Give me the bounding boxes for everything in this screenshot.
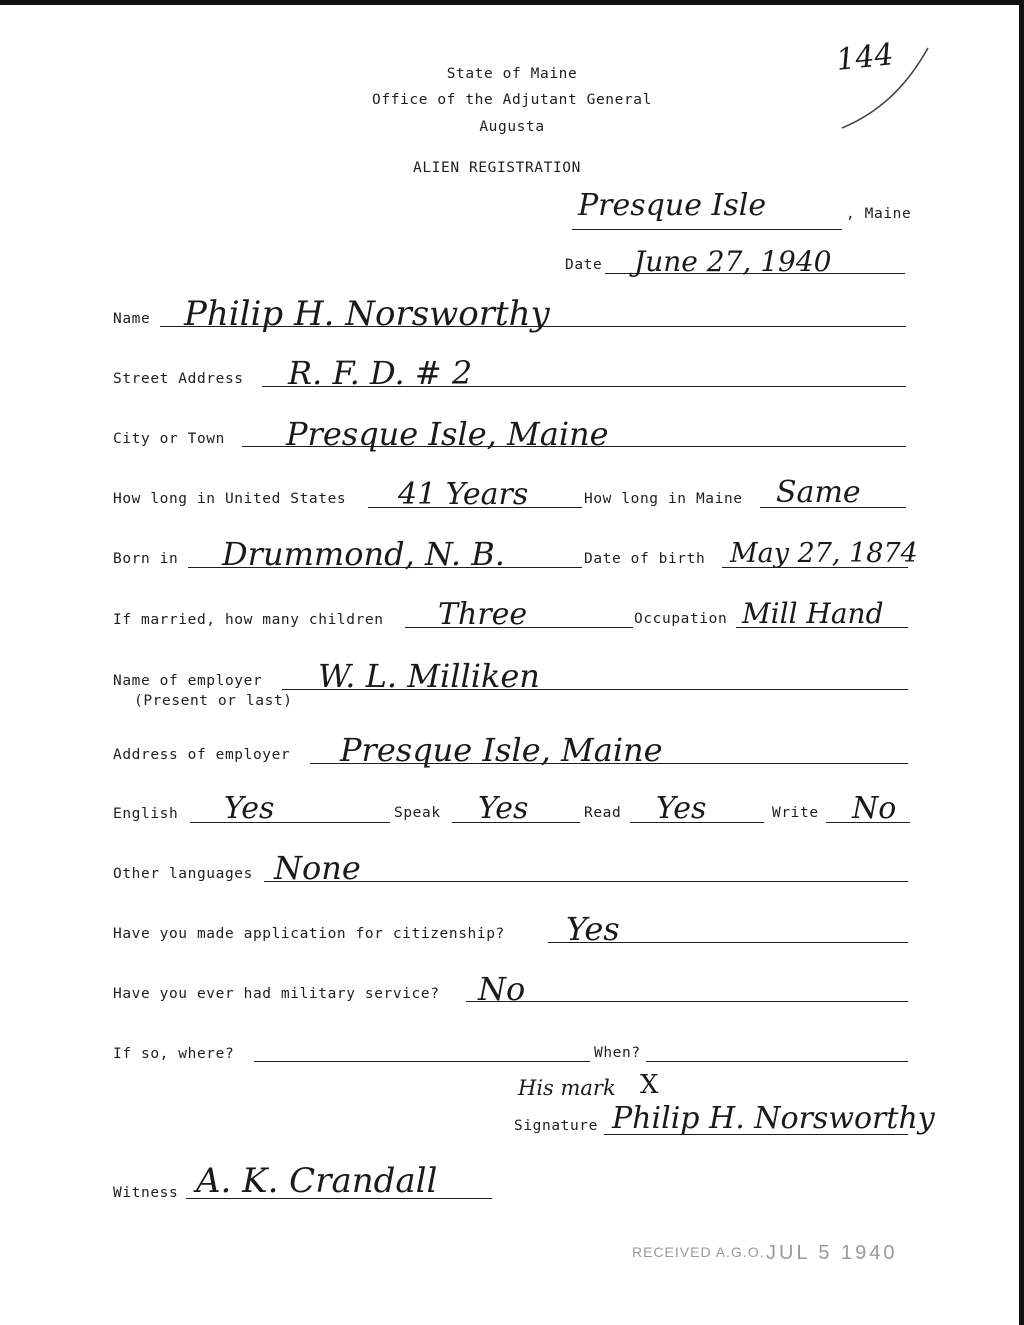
when-label: When? (594, 1045, 641, 1061)
how-long-maine-label: How long in Maine (584, 491, 743, 507)
read-label: Read (584, 805, 622, 821)
children-value: Three (438, 597, 528, 632)
employer-line (282, 689, 908, 690)
header-city: Augusta (479, 119, 545, 135)
citizenship-value: Yes (566, 910, 620, 948)
speak-value: Yes (478, 791, 529, 826)
dob-value: May 27, 1874 (730, 538, 918, 569)
english-line (190, 822, 390, 823)
city-line (242, 446, 906, 447)
military-label: Have you ever had military service? (113, 986, 440, 1002)
city-value: Presque Isle, Maine (286, 415, 609, 453)
english-value: Yes (224, 791, 275, 826)
speak-label: Speak (394, 805, 441, 821)
form-title: ALIEN REGISTRATION (413, 160, 581, 176)
employer-address-line (310, 763, 908, 764)
date-value: June 27, 1940 (634, 245, 832, 278)
name-value: Philip H. Norsworthy (184, 294, 550, 334)
how-long-us-value: 41 Years (398, 477, 529, 512)
born-in-value: Drummond, N. B. (222, 535, 505, 573)
employer-sublabel: (Present or last) (134, 693, 293, 709)
occupation-line (736, 627, 908, 628)
city-label: City or Town (113, 431, 225, 447)
date-line (605, 273, 905, 274)
witness-line (186, 1198, 492, 1199)
read-value: Yes (656, 791, 707, 826)
page-number: 144 (834, 37, 896, 78)
header-state: State of Maine (446, 66, 578, 82)
signature-value: Philip H. Norsworthy (612, 1101, 935, 1136)
where-line (254, 1061, 590, 1062)
english-label: English (113, 806, 179, 822)
signature-label: Signature (514, 1118, 598, 1134)
how-long-maine-line (760, 507, 906, 508)
street-line (262, 386, 906, 387)
employer-label: Name of employer (113, 673, 263, 689)
other-languages-label: Other languages (113, 866, 253, 882)
where-label: If so, where? (113, 1046, 235, 1062)
born-in-label: Born in (113, 551, 179, 567)
received-stamp-date: JUL 5 1940 (766, 1242, 898, 1264)
other-languages-line (264, 881, 908, 882)
name-label: Name (113, 311, 151, 327)
how-long-us-label: How long in United States (113, 491, 347, 507)
received-stamp-text: RECEIVED A.G.O. (632, 1244, 765, 1260)
dob-label: Date of birth (584, 551, 706, 567)
location-city: Presque Isle (578, 188, 767, 223)
write-label: Write (772, 805, 819, 821)
mark-x: X (640, 1070, 659, 1100)
how-long-us-line (368, 507, 582, 508)
witness-label: Witness (113, 1185, 179, 1201)
other-languages-value: None (274, 849, 361, 887)
write-line (826, 822, 910, 823)
employer-value: W. L. Milliken (318, 657, 540, 695)
street-value: R. F. D. # 2 (288, 354, 473, 392)
occupation-value: Mill Hand (742, 597, 884, 630)
employer-address-label: Address of employer (113, 747, 291, 763)
write-value: No (852, 791, 897, 826)
employer-address-value: Presque Isle, Maine (340, 731, 663, 769)
header-office: Office of the Adjutant General (372, 92, 652, 108)
occupation-label: Occupation (634, 611, 728, 627)
military-line (466, 1001, 908, 1002)
scan-edge-top (0, 0, 1024, 5)
read-line (630, 822, 764, 823)
speak-line (452, 822, 580, 823)
date-label: Date (565, 257, 603, 273)
mark-note: His mark (518, 1076, 616, 1100)
witness-value: A. K. Crandall (196, 1161, 438, 1201)
citizenship-label: Have you made application for citizenship? (113, 926, 505, 942)
military-value: No (478, 970, 526, 1008)
location-line (572, 229, 842, 230)
street-label: Street Address (113, 371, 244, 387)
dob-line (722, 567, 908, 568)
children-line (405, 627, 633, 628)
how-long-maine-value: Same (776, 475, 861, 510)
page-number-tick (830, 37, 940, 140)
signature-line (604, 1134, 908, 1135)
when-line (646, 1061, 908, 1062)
born-in-line (188, 567, 582, 568)
name-line (160, 326, 906, 327)
location-suffix: , Maine (846, 206, 912, 222)
scan-edge-right (1019, 0, 1024, 1325)
children-label: If married, how many children (113, 612, 384, 628)
citizenship-line (548, 942, 908, 943)
